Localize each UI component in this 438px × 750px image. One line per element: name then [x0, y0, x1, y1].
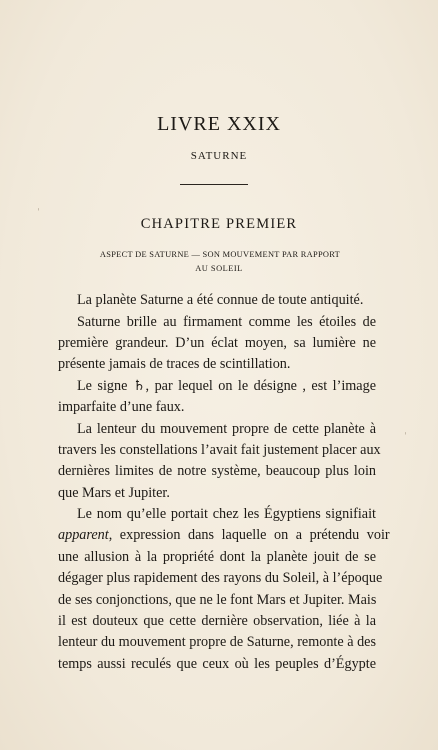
body-line: Le signe ♄, par lequel on le désigne , est l’image [77, 378, 376, 394]
body-line: imparfaite d’une faux. [58, 399, 185, 415]
body-line: dernières limites de notre système, beaucoup plus loin [58, 463, 376, 479]
body-line: lenteur du mouvement propre de Saturne, remonte à des [58, 634, 376, 650]
body-line: dégager plus rapidement des rayons du Soleil, à l’époque [58, 570, 383, 586]
body-line: première grandeur. D’un éclat moyen, sa lumière ne [58, 335, 376, 351]
body-line [58, 526, 390, 544]
margin-speck: ˈ [404, 432, 407, 443]
body-line: présente jamais de traces de scintillation. [58, 356, 291, 372]
body-line: il est douteux que cette dernière observation, liée à la [58, 613, 376, 629]
body-line: Saturne brille au firmament comme les étoiles de [77, 314, 376, 330]
body-line-rest: , expression dans laquelle on a prétendu voir [108, 527, 390, 543]
book-title: LIVRE XXIX [157, 113, 281, 135]
italic-word: apparent [58, 527, 109, 543]
margin-speck: ˈ [37, 208, 40, 219]
chapter-heading: CHAPITRE PREMIER [140, 216, 298, 232]
body-line: temps aussi reculés que ceux où les peuples d’Égypte [58, 656, 376, 672]
body-line: que Mars et Jupiter. [58, 485, 170, 501]
body-line: La lenteur du mouvement propre de cette planète à [77, 421, 376, 437]
body-line: une allusion à la propriété dont la planète jouit de se [58, 549, 376, 565]
body-line: Le nom qu’elle portait chez les Égyptiens signifiait [77, 506, 376, 522]
title-divider [180, 184, 248, 185]
body-line: travers les constellations l’avait fait justement placer aux [58, 442, 381, 458]
chapter-summary-line1: ASPECT DE SATURNE — SON MOUVEMENT PAR RAPPORT [99, 250, 341, 259]
body-line: de ses conjonctions, que ne le font Mars et Jupiter. Mais [58, 592, 377, 608]
body-line: La planète Saturne a été connue de toute antiquité. [77, 292, 364, 308]
section-subject: SATURNE [190, 150, 248, 162]
chapter-summary-line2: AU SOLEIL [195, 264, 243, 273]
